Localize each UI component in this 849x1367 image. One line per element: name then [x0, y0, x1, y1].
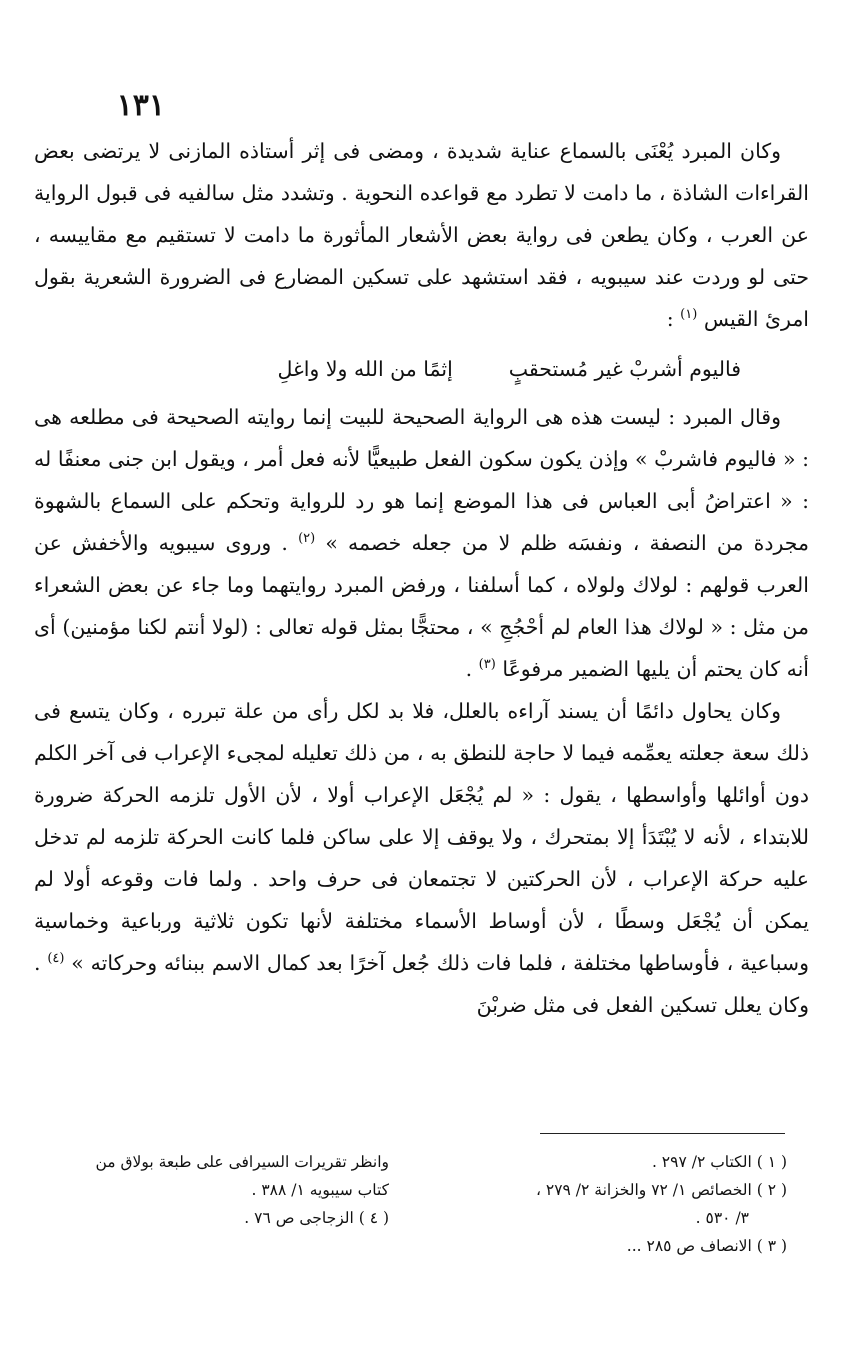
paragraph-3	[34, 690, 809, 1026]
footnote-3-continued-2: كتاب سيبويه ١/ ٣٨٨ .	[251, 1181, 389, 1199]
footnote-ref-2: (٢)	[298, 531, 316, 547]
footnote-ref-4: (٤)	[47, 951, 65, 967]
verse-second-hemistich: إثمًا من الله ولا واغلِ	[277, 357, 453, 381]
paragraph-1-end: :	[666, 307, 681, 331]
footnote-3-continued: وانظر تقريرات السيرافى على طبعة بولاق من	[95, 1153, 389, 1171]
footnote-2: ( ٢ ) الخصائص ١/ ٧٢ والخزانة ٢/ ٢٧٩ ،	[535, 1181, 787, 1199]
paragraph-1-text: وكان المبرد يُعْنَى بالسماع عناية شديدة ، ومضى فى إثر أستاذه المازنى لا يرتضى بعض القراءات الشاذة ، ما دامت لا تطرد مع قواعده النحوية . وتشدد مثل سالفيه فى قبول الرواية عن العرب ، وكان يطعن فى رواية بعض الأشعار المأثورة ما دامت لا تستقيم مع مقاييسه ، حتى لو وردت عند سيبويه ، فقد استشهد على تسكين المضارع فى الضرورة الشعرية بقول امرئ القيس	[34, 139, 809, 331]
paragraph-1	[34, 130, 809, 340]
footnote-1: ( ١ ) الكتاب ٢/ ٢٩٧ .	[651, 1153, 787, 1171]
paragraph-3-end: . وكان يعلل تسكين الفعل فى مثل ضربْنَ	[34, 951, 809, 1017]
footnote-4: ( ٤ ) الزجاجى ص ٧٦ .	[244, 1209, 389, 1227]
footnotes-left-column	[49, 1148, 389, 1232]
paragraph-2	[34, 396, 809, 690]
footnote-ref-3: (٣)	[478, 657, 496, 673]
footnote-ref-1: (١)	[680, 307, 698, 323]
poem-verse	[34, 348, 809, 390]
footnote-separator	[540, 1133, 785, 1134]
footnote-2-continued: ٣/ ٥٣٠ .	[695, 1209, 749, 1227]
page-number: ١٣١	[116, 88, 165, 123]
paragraph-2-continued: . وروى سيبويه والأخفش عن العرب قولهم : لولاك ولولاه ، كما أسلفنا ، ورفض المبرد روايتهما وما جاء عن بعض الشعراء من مثل : « لولاك هذا العام لم أحْجُجِ » ، محتجًّا بمثل قوله تعالى : (لولا أنتم لكنا مؤمنين) أى أنه كان يحتم أن يليها الضمير مرفوعًا	[34, 531, 809, 681]
footnotes-right-column	[447, 1148, 787, 1260]
paragraph-3-text: وكان يحاول دائمًا أن يسند آراءه بالعلل، فلا بد لكل رأى من علة تبرره ، وكان يتسع فى ذلك سعة جعلته يعمِّمه فيما لا حاجة للنطق به ، من ذلك تعليله لمجىء الإعراب فى آخر الكلم دون أوائلها وأواسطها ، يقول : « لم يُجْعَل الإعراب أولا ، لأن الأول تلزمه الحركة ضرورة للابتداء ، لأنه لا يُبْتَدَأ إلا بمتحرك ، ولا يوقف إلا على ساكن فلما كانت الحركة تلزمه لم تدخل عليه حركة الإعراب ، لأن الحركتين لا تجتمعان فى حرف واحد . ولما فات وقوعه أولا لم يمكن أن يُجْعَل وسطًا ، لأن أوساط الأسماء مختلفة لأنها تكون ثلاثية ورباعية وخماسية وسباعية ، فأوساطها مختلفة ، فلما فات ذلك جُعل آخرًا بعد كمال الاسم ببنائه وحركاته »	[34, 699, 809, 975]
body-text	[34, 130, 809, 1026]
paragraph-2-end: .	[465, 657, 479, 681]
paragraph-2-text: وقال المبرد : ليست هذه هى الرواية الصحيحة للبيت إنما روايته الصحيحة فى مطلعه هى : « فاليوم فاشربْ » وإذن يكون سكون الفعل طبيعيًّا لأنه فعل أمر ، ويقول ابن جنى معنفًا له : « اعتراضُ أبى العباس فى هذا الموضع إنما هو رد للرواية وتحكم على السماع بالشهوة مجردة من النصفة ، ونفسَه ظلم لا من جعله خصمه »	[34, 405, 809, 555]
verse-first-hemistich: فاليوم أشربْ غير مُستحقبٍ	[508, 357, 741, 381]
footnote-3: ( ٣ ) الانصاف ص ٢٨٥ ...	[626, 1237, 787, 1255]
